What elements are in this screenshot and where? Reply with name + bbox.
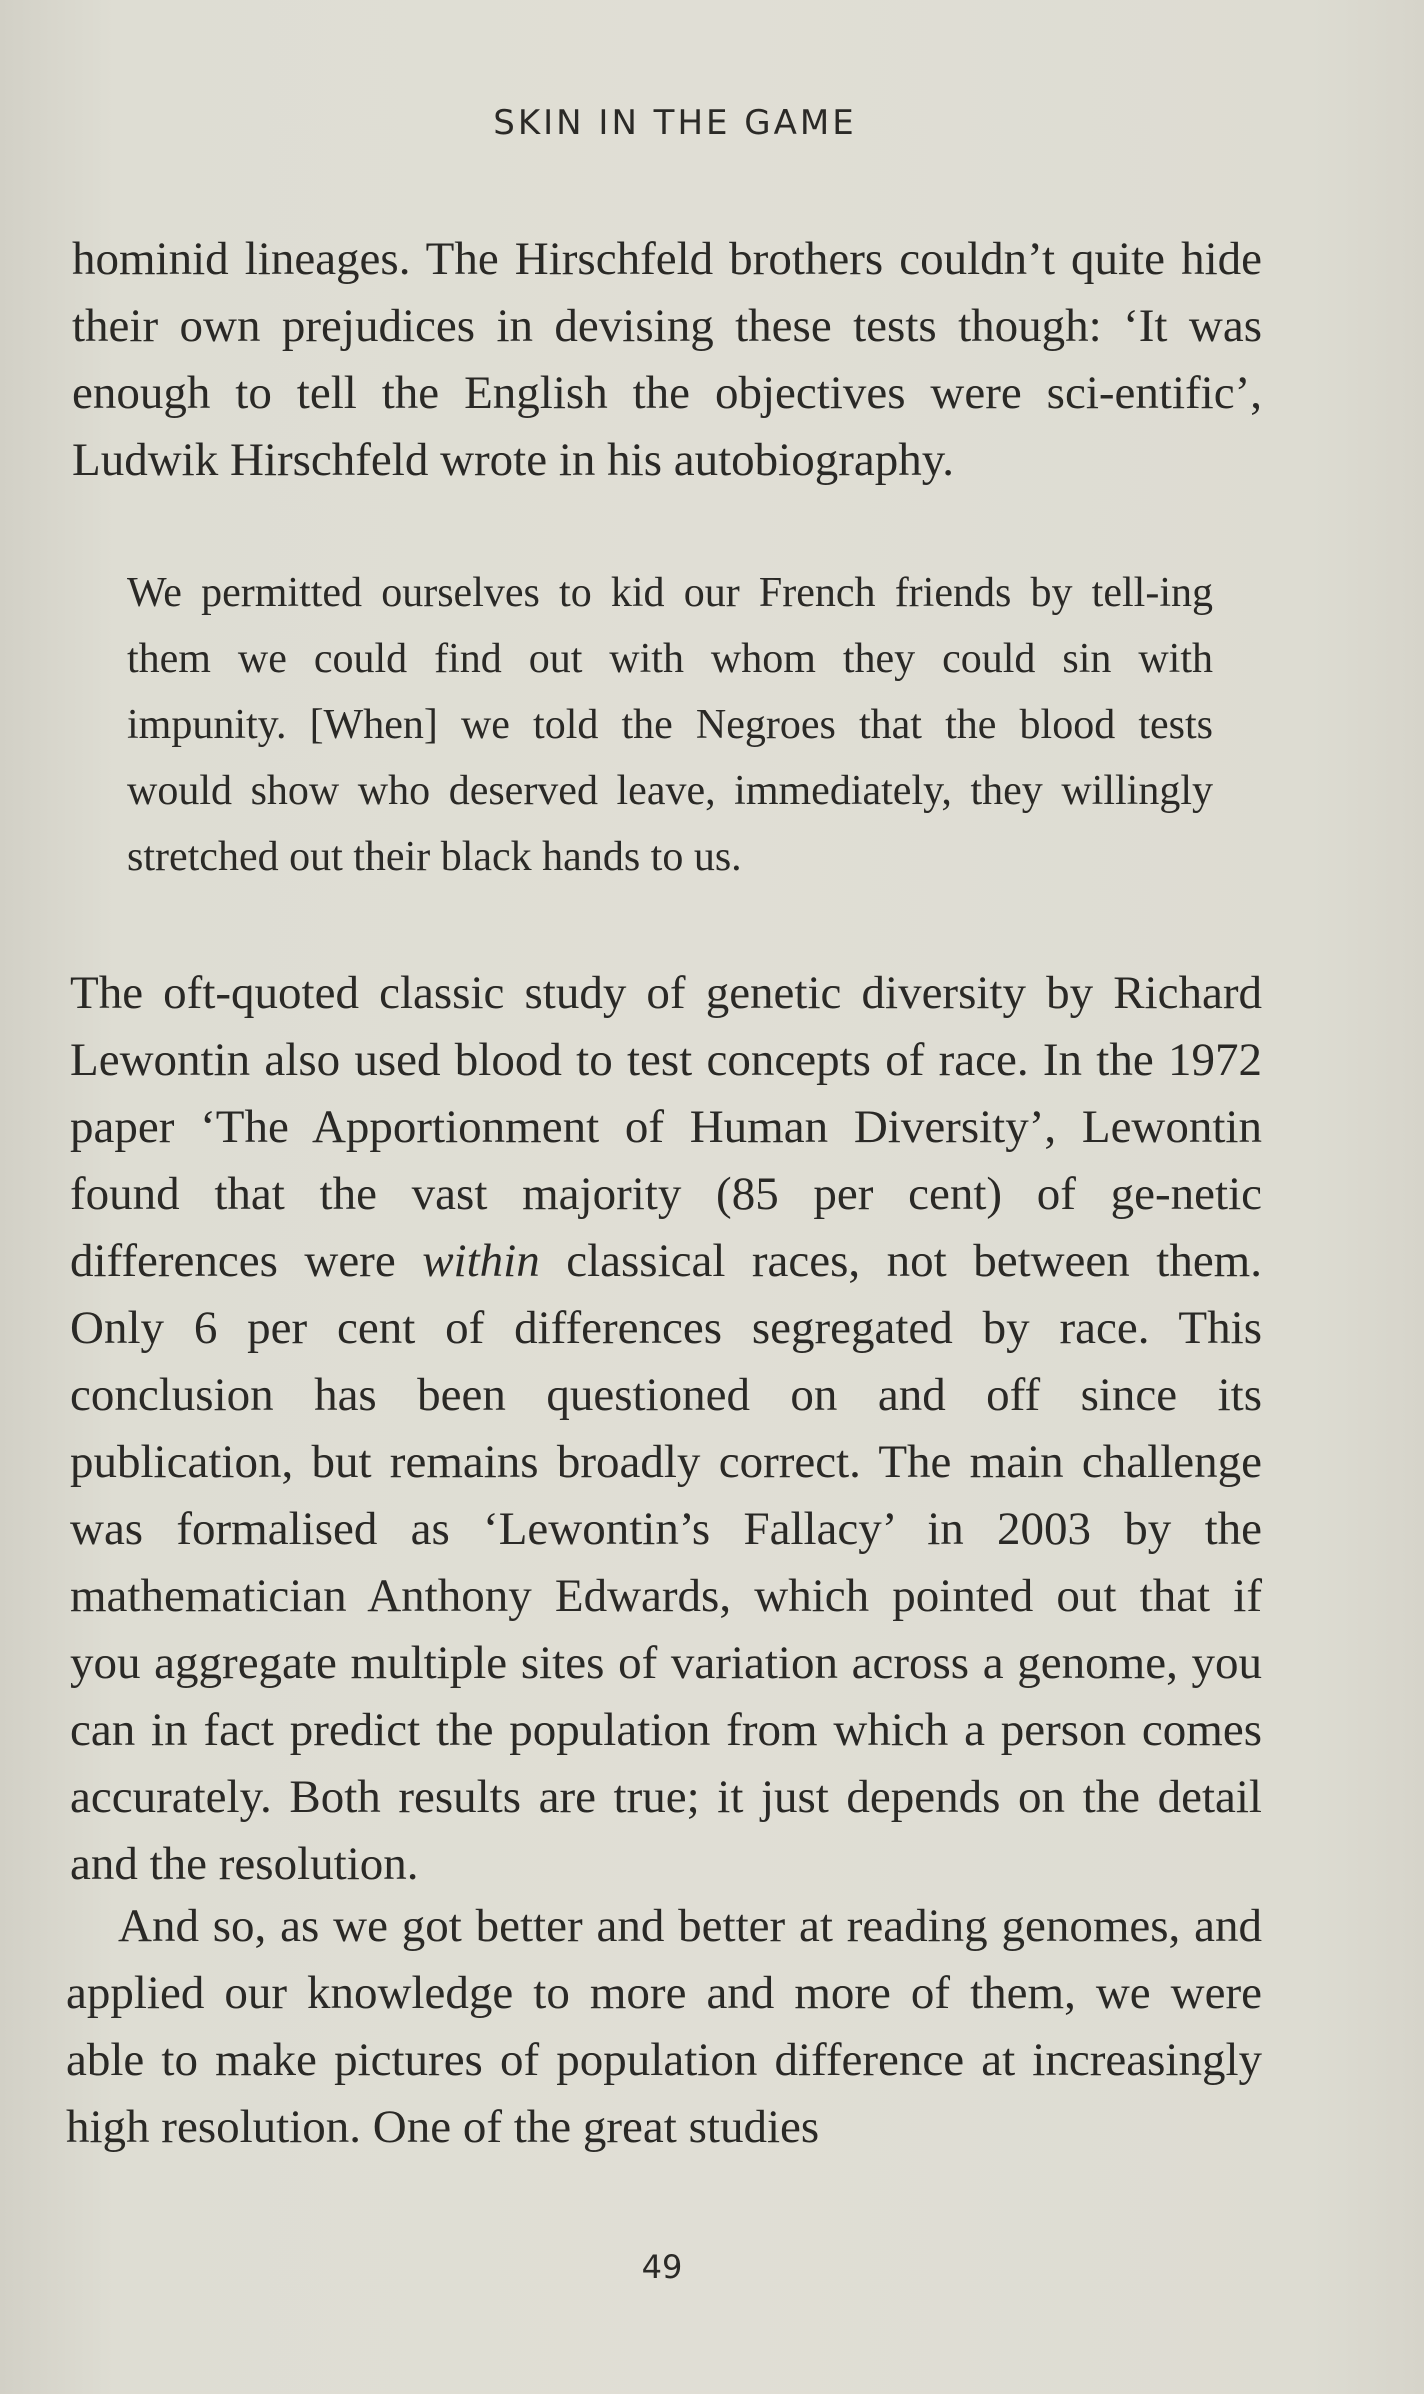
paragraph-3: And so, as we got better and better at reading genomes, and applied our knowledge to more and more of them, we were able to make pictures of population difference at increasingly high resolution. One of the great studies (66, 1900, 1262, 2153)
page-number: 49 (641, 2248, 683, 2286)
running-head: SKIN IN THE GAME (493, 103, 857, 143)
paragraph-2-emphasis: within (422, 1235, 540, 1287)
block-quote: We permitted ourselves to kid our French friends by tell-ing them we could find out with whom they could sin with impunity. [When] we told the Negroes that the blood tests would show who deserved leave, immediately, they willingly stretched out their black hands to us. (127, 570, 1213, 880)
paragraph-1: hominid lineages. The Hirschfeld brothers couldn’t quite hide their own prejudices in devising these tests though: ‘It was enough to tell the English the objectives were sci-entific’, Ludwik Hirschfeld wrote in his autobiography. (72, 233, 1262, 486)
paragraph-2-text-start: The oft-quoted classic study of genetic diversity by Richard Lewontin also used blood to test concepts of race. In the 1972 paper ‘The Apportionment of Human Diversity’, Lewontin found that the vast majority (85 per cent) of ge-netic differences were (70, 967, 1262, 1287)
paragraph-2 (70, 960, 1262, 1898)
paragraph-2-text-end: classical races, not between them. Only 6 per cent of differences segregated by race. This conclusion has been questioned on and off since its publication, but remains broadly correct. The main challenge was formalised as ‘Lewontin’s Fallacy’ in 2003 by the mathematician Anthony Edwards, which pointed out that if you aggregate multiple sites of variation across a genome, you can in fact predict the population from which a person comes accurately. Both results are true; it just depends on the detail and the resolution. (70, 1235, 1262, 1890)
